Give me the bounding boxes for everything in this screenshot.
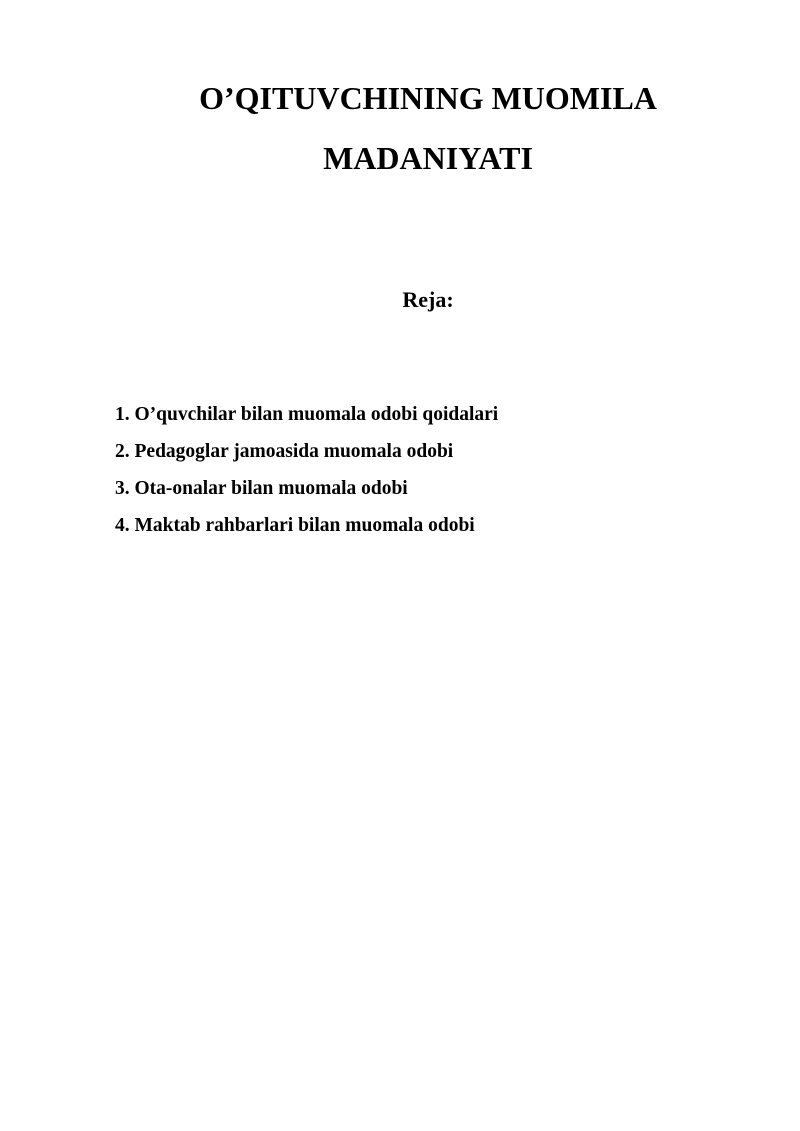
plan-heading: Reja: <box>402 287 454 312</box>
document-title-line-2: MADANIYATI <box>323 140 533 176</box>
plan-item-1: 1. O’quvchilar bilan muomala odobi qoidalari <box>115 404 499 425</box>
plan-item-2: 2. Pedagoglar jamoasida muomala odobi <box>115 441 454 462</box>
plan-item-3: 3. Ota-onalar bilan muomala odobi <box>115 478 408 499</box>
plan-item-4: 4. Maktab rahbarlari bilan muomala odobi <box>115 515 475 536</box>
plan-list <box>115 396 735 544</box>
document-title-line-1: O’QITUVCHINING MUOMILA <box>199 80 657 116</box>
